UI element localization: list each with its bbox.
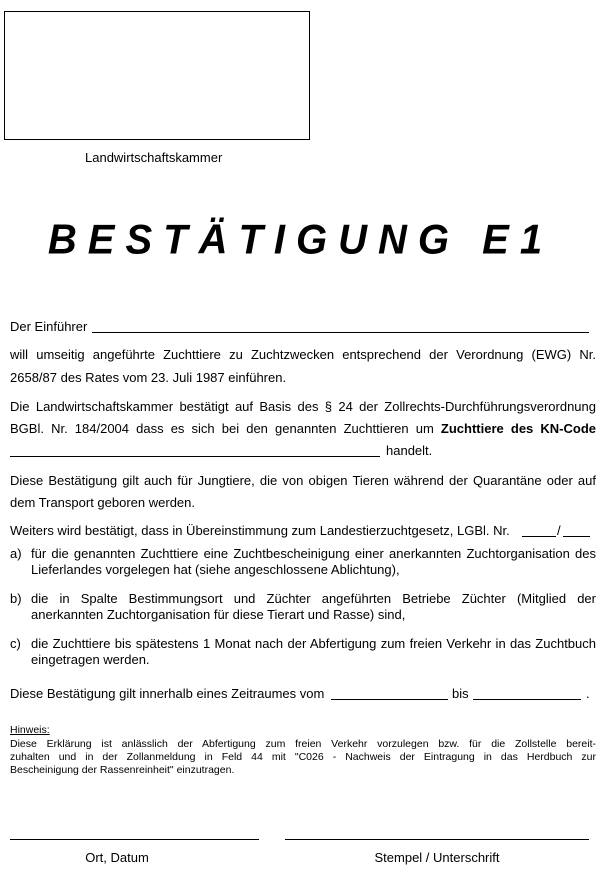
importer-row [10, 316, 596, 338]
item-a-line-2: Lieferlandes vorgelegen hat (siehe angeschlossene Ablichtung), [31, 562, 400, 577]
stamp-box [4, 11, 310, 140]
stamp-label: Landwirtschaftskammer [85, 150, 223, 165]
confirmation-line-2 [10, 418, 596, 440]
note-line-3: Bescheinigung der Rassenreinheit" einzutragen. [10, 764, 235, 776]
signature-label: Stempel / Unterschrift [374, 850, 500, 865]
note-line-2: zuhalten und in der Zollanmeldung in Feld 44 mit "C026 - Nachweis der Eintragung in das Herdbuch zur [10, 751, 596, 763]
item-c-line-2: eingetragen werden. [31, 652, 150, 667]
item-b-line-2: anerkannten Zuchtorganisation für diese Tierart und Rasse) sind, [31, 607, 406, 622]
item-c-mark: c) [10, 636, 21, 651]
document-title: BESTÄTIGUNG E1 [47, 216, 554, 264]
kn-code-label: Zuchttiere des KN-Code [440, 421, 596, 436]
confirmation-line-3: handelt. [386, 443, 433, 458]
confirmation-line-2-text: BGBl. Nr. 184/2004 dass es sich bei den genannten Zuchttieren um [10, 421, 434, 436]
validity-prefix: Diese Bestätigung gilt innerhalb eines Zeitraumes vom [10, 686, 325, 701]
validity-middle: bis [452, 686, 469, 701]
importer-field[interactable] [92, 332, 589, 333]
intro-line-2: 2658/87 des Rates vom 23. Juli 1987 einführen. [10, 370, 287, 385]
item-b-mark: b) [10, 591, 22, 606]
place-date-label: Ort, Datum [85, 850, 149, 865]
note-line-1: Diese Erklärung ist anlässlich der Abfertigung zum freien Verkehr vorzulegen bzw. für die Zollstelle bereit- [10, 738, 596, 750]
validity-from-field[interactable] [331, 699, 448, 700]
item-a-mark: a) [10, 546, 22, 561]
offspring-line-2: dem Transport geboren werden. [10, 495, 195, 510]
offspring-line-1: Diese Bestätigung gilt auch für Jungtiere, die von obigen Tieren während der Quarantäne oder auf [10, 473, 596, 488]
item-a-line-1: für die genannten Zuchttiere eine Zuchtbescheinigung einer anerkannten Zuchtorganisation des [31, 546, 596, 561]
place-date-field[interactable] [10, 839, 259, 840]
lgbl-separator: / [557, 523, 561, 538]
lgbl-year-field[interactable] [563, 536, 590, 537]
validity-suffix: . [586, 686, 590, 701]
signature-field[interactable] [285, 839, 589, 840]
importer-label: Der Einführer [10, 319, 88, 334]
lgbl-number-field[interactable] [522, 536, 556, 537]
validity-to-field[interactable] [473, 699, 581, 700]
kn-code-field[interactable] [10, 456, 380, 457]
further-text: Weiters wird bestätigt, dass in Übereinstimmung zum Landestierzuchtgesetz, LGBl. Nr. [10, 523, 510, 538]
intro-line-1: will umseitig angeführte Zuchttiere zu Zuchtzwecken entsprechend der Verordnung (EWG) Nr. [10, 347, 596, 362]
item-c-line-1: die Zuchttiere bis spätestens 1 Monat nach der Abfertigung zum freien Verkehr in das Zuchtbuch [31, 636, 596, 651]
note-heading: Hinweis: [10, 724, 50, 736]
item-b-line-1: die in Spalte Bestimmungsort und Züchter angeführten Betriebe Züchter (Mitglied der [31, 591, 596, 606]
confirmation-line-1: Die Landwirtschaftskammer bestätigt auf Basis des § 24 der Zollrechts-Durchführungsverordnung [10, 399, 596, 414]
